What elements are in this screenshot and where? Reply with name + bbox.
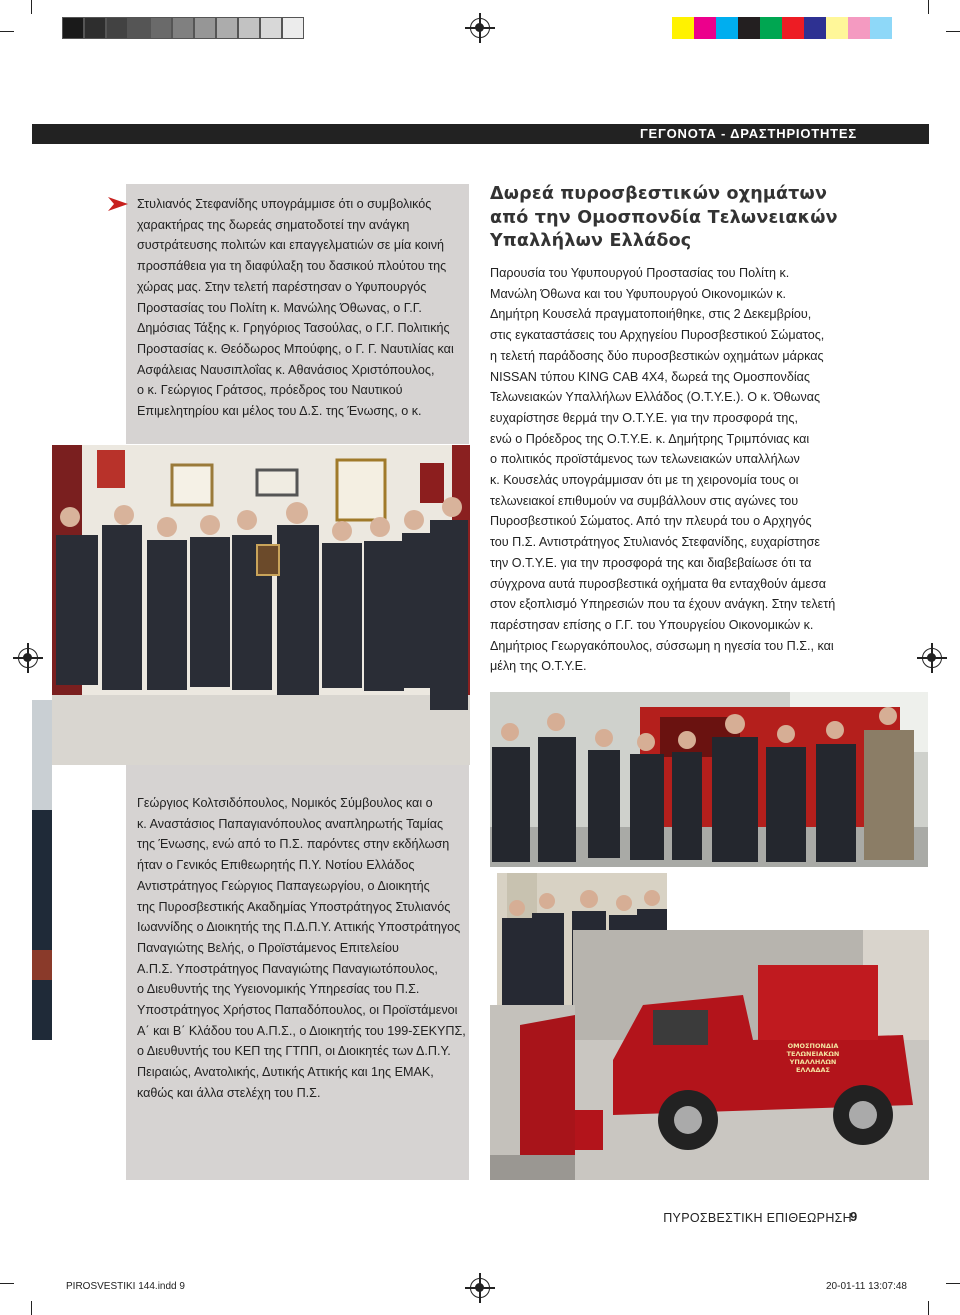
text-line: Δημόσιας Τάξης κ. Γρηγόριος Τασούλας, ο Γ.Γ. Πολιτικής: [137, 321, 450, 336]
registration-mark-icon: [470, 1278, 490, 1298]
crop-mark: [928, 0, 929, 14]
caption-box-bottom: [126, 765, 469, 1180]
gray-swatch: [260, 17, 282, 39]
text-line: ενώ ο Πρόεδρος της Ο.Τ.Υ.Ε. κ. Δημήτρης Τριμπόνιας και: [490, 431, 810, 446]
gray-swatch: [172, 17, 194, 39]
gray-swatch: [128, 17, 150, 39]
text-line: ο Διευθυντής της Υγειονομικής Υπηρεσίας του Π.Σ.: [137, 982, 420, 997]
crop-mark: [0, 31, 14, 32]
text-line: Ιωαννίδης ο Διοικητής της Π.Δ.Π.Υ. Αττικής Υποστράτηγος: [137, 920, 461, 935]
page-number: 9: [850, 1209, 858, 1224]
text-line: κ. Αναστάσιος Παπαγιανόπουλος αναπληρωτής Ταμίας: [137, 816, 444, 831]
gray-swatch: [62, 17, 84, 39]
text-line: Α΄ και Β΄ Κλάδου του Α.Π.Σ., ο Διοικητής του 199-ΣΕΚΥΠΣ,: [137, 1023, 466, 1038]
text-line: Πειραιώς, Ανατολικής, Δυτικής Αττικής και 1ης ΕΜΑΚ,: [137, 1065, 434, 1080]
section-header-bar: [32, 124, 929, 144]
text-line: Δημήτριος Γεωργακόπουλος, σύσσωμη η ηγεσία του Π.Σ., και: [490, 638, 834, 653]
intro-text: [137, 194, 472, 422]
red-arrow-icon: [108, 197, 128, 211]
crop-mark: [31, 1301, 32, 1315]
gray-swatch: [282, 17, 304, 39]
crop-mark: [31, 0, 32, 14]
text-line: Επιμελητηρίου και μέλος του Δ.Σ. της Ένωσης, ο κ.: [137, 404, 422, 419]
text-line: Στυλιανός Στεφανίδης υπογράμμισε ότι ο συμβολικός: [137, 197, 432, 211]
text-line: τελωνειακοί επιθυμούν να συμβάλλουν στις αγώνες του: [490, 493, 799, 508]
text-line: ο Διευθυντής του ΚΕΠ της ΓΤΠΠ, οι Διοικητές των Δ.Π.Υ.: [137, 1044, 451, 1059]
text-line: καθώς και άλλα στελέχη του Π.Σ.: [137, 1085, 321, 1100]
text-line: Τελωνειακών Υπαλλήλων Ελλάδος (Ο.Τ.Υ.Ε.). Ο κ. Όθωνας: [490, 390, 821, 405]
gray-swatch: [106, 17, 128, 39]
registration-mark-icon: [470, 18, 490, 38]
color-swatch: [826, 17, 848, 39]
text-line: Πυροσβεστικού Σώματος. Από την πλευρά του ο Αρχηγός: [490, 514, 812, 529]
color-swatch: [870, 17, 892, 39]
color-swatch: [760, 17, 782, 39]
text-line: Δημήτρη Κουσελά πραγματοποιήθηκε, στις 2 Δεκεμβρίου,: [490, 307, 812, 322]
color-swatch: [672, 17, 694, 39]
crop-mark: [946, 1283, 960, 1284]
text-line: χώρας μας. Στην τελετή παρέστησαν ο Υφυπουργός: [137, 279, 427, 294]
slug-file: PIROSVESTIKI 144.indd 9: [66, 1281, 185, 1292]
crop-mark: [946, 31, 960, 32]
color-swatch: [716, 17, 738, 39]
text-line: συστράτευσης πολιτών και επαγγελματιών σε μία κοινή: [137, 238, 445, 253]
headline-line: Υπαλλήλων Ελλάδος: [490, 231, 692, 252]
text-line: ο κ. Γεώργιος Γράτσος, πρόεδρος του Ναυτικού: [137, 383, 403, 398]
gray-swatch: [84, 17, 106, 39]
caption-box-top: [126, 184, 469, 444]
text-line: προσπάθεια για τη διαφύλαξη του δασικού πλούτου της: [137, 259, 447, 274]
headline-line: Δωρεά πυροσβεστικών οχημάτων: [490, 184, 828, 204]
text-line: Προστασίας του Πολίτη κ. Μανώλης Όθωνας, ο Γ.Γ.: [137, 300, 422, 315]
text-line: χαρακτήρας της δωρεάς σηματοδοτεί την ανάγκη: [137, 217, 410, 232]
text-line: Παρουσία του Υφυπουργού Προστασίας του Πολίτη κ.: [490, 266, 790, 280]
crop-mark: [928, 1301, 929, 1315]
text-line: Παναγιώτης Βελής, ο Προϊστάμενος Επιτελείου: [137, 940, 399, 955]
text-line: στον εξοπλισμό Υπηρεσιών που τα έχουν ανάγκη. Στην τελετή: [490, 597, 836, 612]
text-line: ήταν ο Γενικός Επιθεωρητής Π.Υ. Νοτίου Ελλάδος: [137, 858, 415, 873]
text-line: παρέστησαν επίσης ο Γ.Γ. του Υπουργείου Οικονομικών κ.: [490, 617, 814, 632]
text-line: μέλη της Ο.Τ.Υ.Ε.: [490, 659, 587, 674]
text-line: Αντιστράτηγος Γεώργιος Παπαγεωργίου, ο Διοικητής: [137, 878, 430, 893]
text-line: NISSAN τύπου KING CAB 4X4, δωρεά της Ομοσπονδίας: [490, 369, 810, 384]
text-line: η τελετή παράδοσης δύο πυροσβεστικών οχημάτων μάρκας: [490, 348, 824, 363]
attendees-text: [137, 793, 472, 1104]
text-line: Ασφάλειας Ναυσιπλοΐας κ. Αθανάσιος Χριστόπουλος,: [137, 362, 435, 377]
color-swatch: [848, 17, 870, 39]
text-line: την Ο.Τ.Υ.Ε. για την προσφορά της και διαβεβαίωσε ότι τα: [490, 555, 812, 570]
article-headline: [490, 183, 910, 254]
section-title: ΓΕΓΟΝΟΤΑ - ΔΡΑΣΤΗΡΙΟΤΗΤΕΣ: [639, 126, 857, 141]
running-title: ΠΥΡΟΣΒΕΣΤΙΚΗ ΕΠΙΘΕΩΡΗΣΗ: [663, 1211, 852, 1225]
gray-swatch: [194, 17, 216, 39]
text-line: της Πυροσβεστικής Ακαδημίας Υποστράτηγος Στυλιανός: [137, 899, 451, 914]
text-line: της Ένωσης, ενώ από το Π.Σ. παρόντες στην εκδήλωση: [137, 837, 450, 852]
slug-date: 20-01-11 13:07:48: [826, 1281, 907, 1292]
truck-door-line: ΕΛΛΑΔΑΣ: [795, 1066, 831, 1074]
truck-door-line: ΤΕΛΩΝΕΙΑΚΩΝ: [786, 1050, 840, 1058]
text-line: σύγχρονα αυτά πυροσβεστικά οχήματα θα ενταχθούν άμεσα: [490, 576, 827, 591]
bleed-photo-strip: [32, 700, 52, 1040]
truck-open-door-photo: [490, 1005, 575, 1180]
fire-truck-photo: [573, 930, 929, 1180]
text-line: Μανώλη Όθωνα και του Υφυπουργού Οικονομικών κ.: [490, 286, 787, 301]
color-swatch: [694, 17, 716, 39]
text-line: Γεώργιος Κολτσιδόπουλος, Νομικός Σύμβουλος και ο: [137, 796, 433, 810]
text-line: ευχαρίστησε θερμά την Ο.Τ.Υ.Ε. για την προσφορά της,: [490, 410, 798, 425]
registration-mark-icon: [18, 648, 38, 668]
text-line: κ. Κουσελάς υπογράμμισαν ότι με τη χειρονομία τους οι: [490, 473, 799, 488]
truck-door-line: ΟΜΟΣΠΟΝΔΙΑ: [787, 1042, 839, 1050]
text-line: ο πολιτικός προϊστάμενος των τελωνειακών υπαλλήλων: [490, 452, 800, 467]
article-body: [490, 263, 910, 677]
registration-mark-icon: [922, 648, 942, 668]
headline-line: από την Ομοσπονδία Τελωνειακών: [490, 207, 838, 228]
text-line: στις εγκαταστάσεις του Αρχηγείου Πυροσβεστικού Σώματος,: [490, 328, 825, 343]
color-swatch: [738, 17, 760, 39]
text-line: Α.Π.Σ. Υποστράτηγος Παναγιώτης Παναγιωτόπουλος,: [137, 961, 438, 976]
color-swatch: [782, 17, 804, 39]
officials-trucks-photo: [490, 692, 928, 867]
color-swatch: [804, 17, 826, 39]
text-line: του Π.Σ. Αντιστράτηγος Στυλιανός Στεφανίδης, ευχαρίστησε: [490, 535, 820, 550]
ceremony-group-photo: [52, 445, 470, 765]
truck-door-lettering: [763, 1042, 863, 1074]
truck-door-line: ΥΠΑΛΛΗΛΩΝ: [789, 1058, 837, 1066]
text-line: Προστασίας κ. Θεόδωρος Μπούφης, ο Γ. Γ. Ναυτιλίας και: [137, 341, 454, 356]
gray-swatch: [216, 17, 238, 39]
text-line: Υποστράτηγος Χρήστος Παπαδόπουλος, οι Προϊστάμενοι: [137, 1003, 458, 1018]
crop-mark: [0, 1283, 14, 1284]
gray-swatch: [150, 17, 172, 39]
gray-swatch: [238, 17, 260, 39]
